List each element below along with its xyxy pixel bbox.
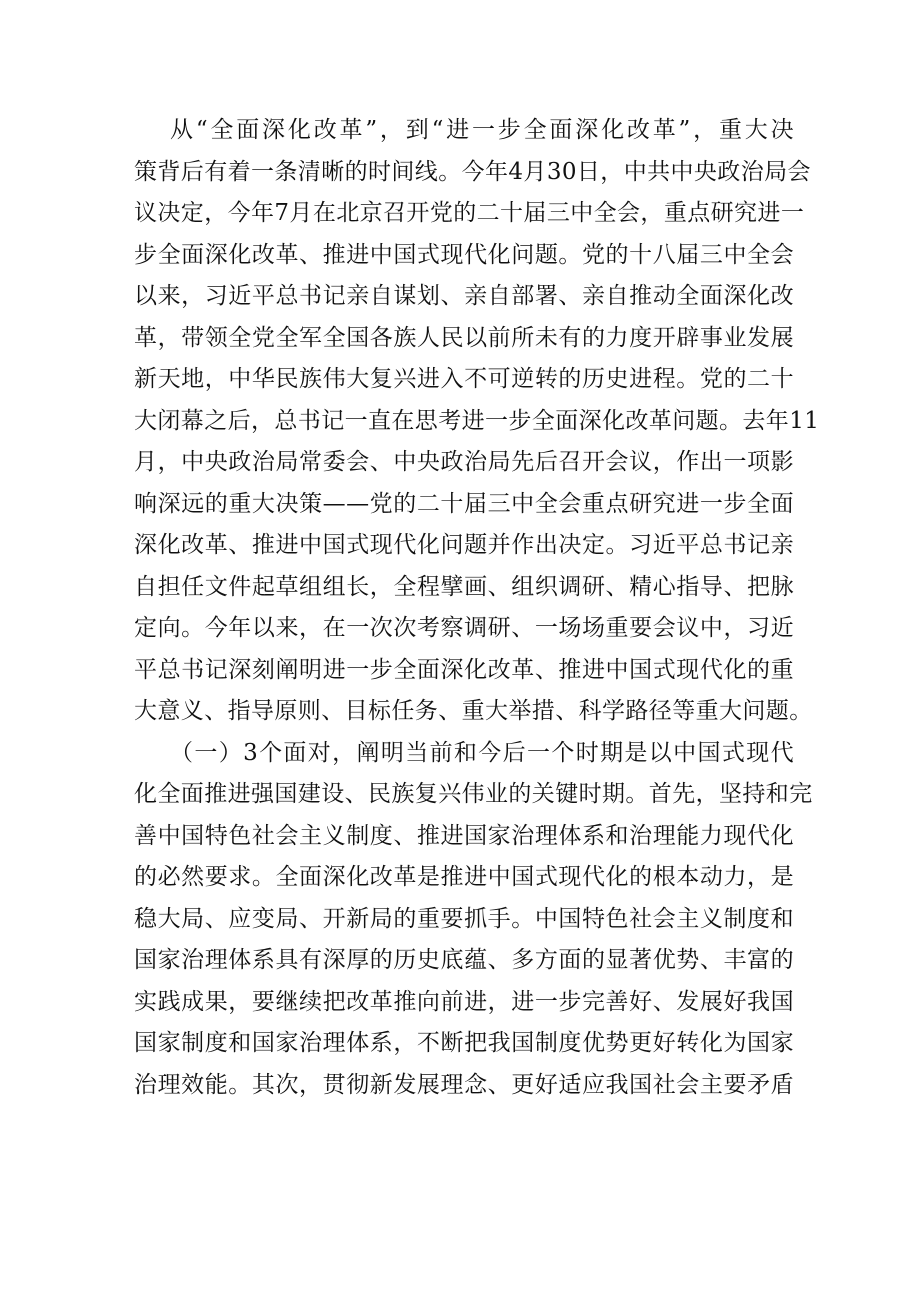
- section-heading-line: （一）3个面对，阐明当前和今后一个时期是以中国式现代: [170, 739, 794, 766]
- text-line: 国家制度和国家治理体系，不断把我国制度优势更好转化为国家: [134, 1030, 794, 1056]
- text-line: 化全面推进强国建设、民族复兴伟业的关键时期。首先，坚持和完: [134, 781, 813, 807]
- text-line: 革，带领全党全军全国各族人民以前所未有的力度开辟事业发展: [134, 324, 794, 351]
- text-line: 深化改革、推进中国式现代化问题并作出决定。习近平总书记亲: [134, 532, 794, 558]
- text-line: 国家治理体系具有深厚的历史底蕴、多方面的显著优势、丰富的: [134, 947, 794, 973]
- text-line: 善中国特色社会主义制度、推进国家治理体系和治理能力现代化: [134, 822, 794, 849]
- text-line: 自担任文件起草组组长，全程擘画、组织调研、精心指导、把脉: [134, 573, 794, 600]
- text-line: 定向。今年以来，在一次次考察调研、一场场重要会议中，习近: [134, 615, 794, 641]
- text-line: 策背后有着一条清晰的时间线。今年4月30日，中共中央政治局会: [134, 158, 811, 185]
- text-line: 从“全面深化改革”，到“进一步全面深化改革”，重大决: [170, 117, 794, 143]
- text-line: 治理效能。其次，贯彻新发展理念、更好适应我国社会主要矛盾: [134, 1071, 794, 1098]
- text-line: 平总书记深刻阐明进一步全面深化改革、推进中国式现代化的重: [134, 656, 794, 683]
- paragraph-section-one: [134, 733, 813, 1107]
- text-line: 月，中央政治局常委会、中央政治局先后召开会议，作出一项影: [134, 449, 794, 475]
- text-line: 步全面深化改革、推进中国式现代化问题。党的十八届三中全会: [134, 241, 794, 268]
- body-text: [134, 110, 820, 1106]
- text-line: 稳大局、应变局、开新局的重要抓手。中国特色社会主义制度和: [134, 905, 794, 932]
- text-line: 新天地，中华民族伟大复兴进入不可逆转的历史进程。党的二十: [134, 366, 794, 392]
- text-line: 大闭幕之后，总书记一直在思考进一步全面深化改革问题。去年11: [134, 407, 820, 434]
- text-line: 的必然要求。全面深化改革是推进中国式现代化的根本动力，是: [134, 864, 794, 890]
- text-line: 实践成果，要继续把改革推向前进，进一步完善好、发展好我国: [134, 988, 794, 1015]
- text-line: 响深远的重大决策——党的二十届三中全会重点研究进一步全面: [134, 490, 794, 517]
- text-line: 以来，习近平总书记亲自谋划、亲自部署、亲自推动全面深化改: [134, 283, 794, 309]
- paragraph-timeline: [134, 110, 820, 733]
- text-line: 议决定，今年7月在北京召开党的二十届三中全会，重点研究进一: [134, 200, 805, 226]
- text-line: 大意义、指导原则、目标任务、重大举措、科学路径等重大问题。: [134, 698, 813, 724]
